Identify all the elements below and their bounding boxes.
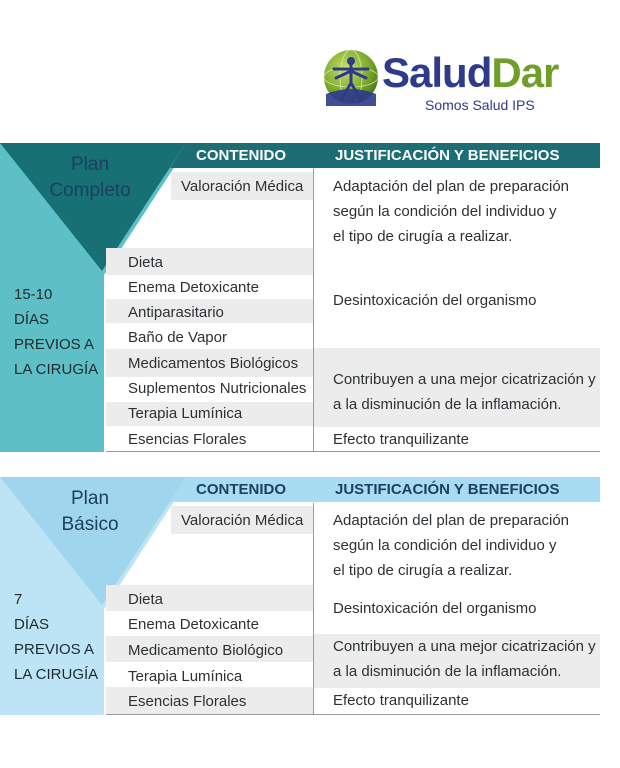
days-label: DÍAS — [14, 616, 50, 633]
justification-line: Adaptación del plan de preparación — [333, 512, 570, 529]
justification-text — [333, 634, 596, 684]
brand-tagline: Somos Salud IPS — [425, 97, 535, 113]
content-item: Valoración Médica — [181, 178, 304, 195]
days-label: PREVIOS A — [14, 641, 95, 658]
justification-line: a la disminución de la inflamación. — [333, 396, 562, 413]
days-number: 7 — [14, 591, 23, 608]
justification-line: Adaptación del plan de preparación — [333, 178, 570, 195]
content-item: Terapia Lumínica — [128, 668, 243, 685]
header-justification: JUSTIFICACIÓN Y BENEFICIOS — [335, 147, 560, 164]
justification-text: Efecto tranquilizante — [333, 431, 469, 448]
content-item: Medicamentos Biológicos — [128, 355, 299, 372]
days-label: PREVIOS A — [14, 336, 95, 353]
justification-line: el tipo de cirugía a realizar. — [333, 562, 513, 579]
vitruvian-globe-icon — [322, 48, 380, 106]
plan-title-line1: Plan — [70, 488, 110, 509]
content-item: Valoración Médica — [181, 512, 304, 529]
content-item: Enema Detoxicante — [128, 616, 259, 633]
brand-logo — [322, 48, 592, 118]
plan-days — [14, 587, 98, 687]
content-item: Baño de Vapor — [128, 329, 227, 346]
justification-text — [333, 367, 596, 417]
plan-title-line2: Completo — [49, 180, 131, 201]
content-item: Dieta — [128, 254, 164, 271]
justification-text — [333, 508, 569, 583]
brand-name — [382, 49, 559, 96]
column-divider — [313, 503, 314, 715]
content-item: Antiparasitario — [128, 304, 224, 321]
plan-basico-panel — [0, 477, 600, 715]
justification-text: Desintoxicación del organismo — [333, 292, 537, 309]
justification-line: según la condición del individuo y — [333, 537, 557, 554]
justification-line: Contribuyen a una mejor cicatrización y — [333, 371, 596, 388]
plan-title-line2: Básico — [61, 514, 119, 535]
brand-name-salud: Salud — [382, 49, 492, 96]
plan-title — [40, 152, 140, 204]
justification-line: Contribuyen a una mejor cicatrización y — [333, 638, 596, 655]
plan-completo-panel — [0, 143, 600, 452]
justification-line: a la disminución de la inflamación. — [333, 663, 562, 680]
column-divider — [313, 169, 314, 452]
content-item: Esencias Florales — [128, 693, 247, 710]
content-item: Suplementos Nutricionales — [128, 380, 307, 397]
header-content: CONTENIDO — [196, 147, 286, 164]
justification-text: Desintoxicación del organismo — [333, 600, 537, 617]
days-label: LA CIRUGÍA — [14, 666, 99, 683]
content-item: Esencias Florales — [128, 431, 247, 448]
justification-line: según la condición del individuo y — [333, 203, 557, 220]
content-item: Enema Detoxicante — [128, 279, 259, 296]
header-content: CONTENIDO — [196, 481, 286, 498]
plan-title — [40, 486, 140, 538]
justification-text: Efecto tranquilizante — [333, 692, 469, 709]
days-number: 15-10 — [14, 286, 53, 303]
days-label: DÍAS — [14, 311, 50, 328]
days-label: LA CIRUGÍA — [14, 361, 99, 378]
content-item: Medicamento Biológico — [128, 642, 284, 659]
content-item: Dieta — [128, 591, 164, 608]
justification-line: el tipo de cirugía a realizar. — [333, 228, 513, 245]
plan-title-line1: Plan — [70, 154, 110, 175]
content-item: Terapia Lumínica — [128, 405, 243, 422]
justification-text — [333, 174, 569, 249]
plan-days — [14, 282, 98, 382]
header-justification: JUSTIFICACIÓN Y BENEFICIOS — [335, 481, 560, 498]
brand-name-dar: Dar — [491, 49, 559, 96]
table-bottom-border — [106, 714, 600, 715]
